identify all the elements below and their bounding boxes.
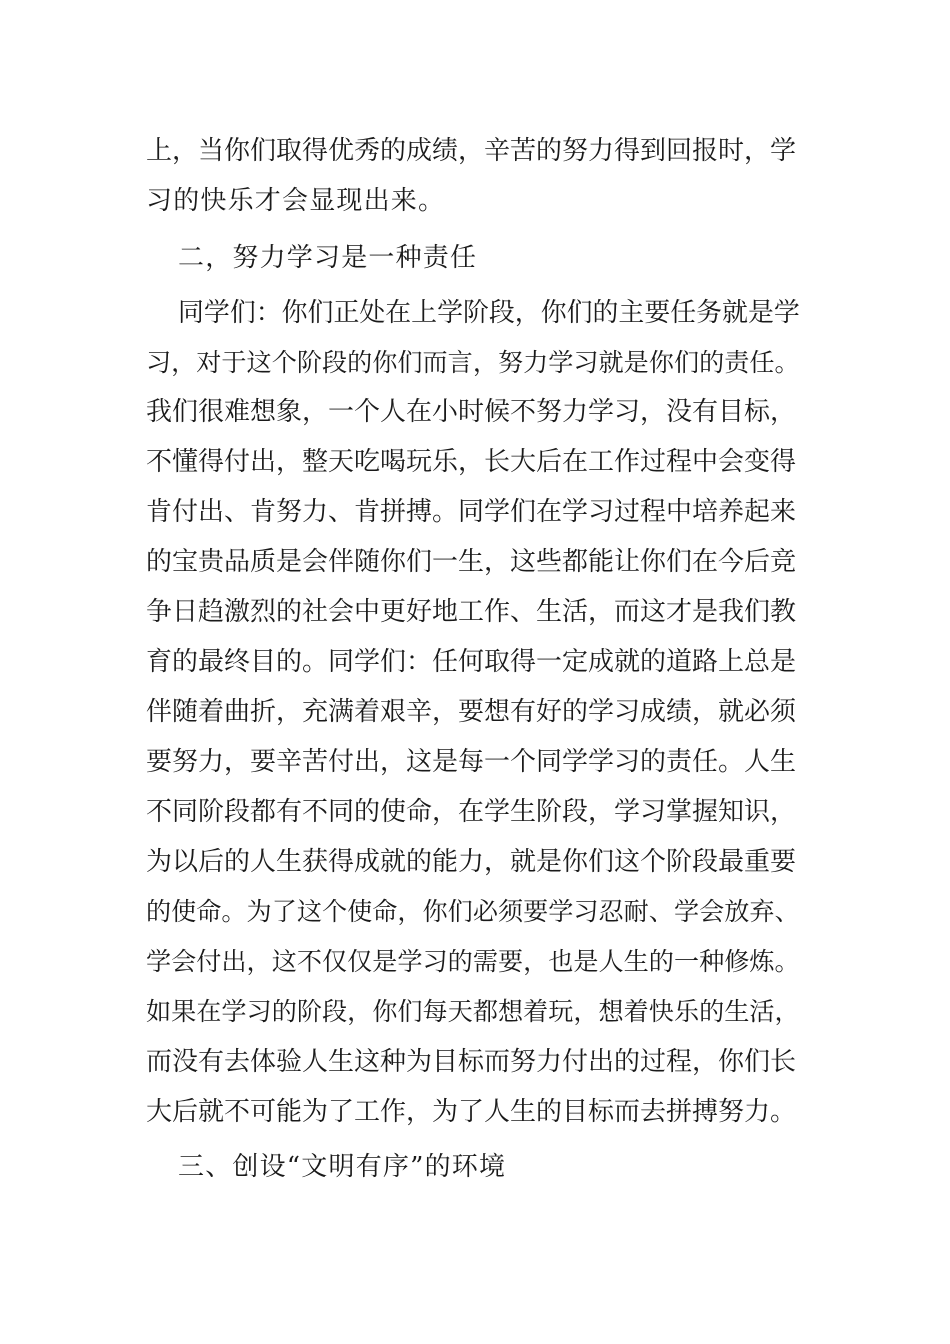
section-heading: 二，努力学习是一种责任 [178, 243, 478, 273]
text-line: 为以后的人生获得成就的能力，就是你们这个阶段最重要 [146, 847, 797, 877]
text-line: 争日趋激烈的社会中更好地工作、生活，而这才是我们教 [146, 597, 797, 627]
text-line: 习，对于这个阶段的你们而言，努力学习就是你们的责任。 [146, 348, 800, 377]
text-line: 学会付出，这不仅仅是学习的需要，也是人生的一种修炼。 [146, 947, 800, 976]
text-line: 大后就不可能为了工作，为了人生的目标而去拼搏努力。 [146, 1097, 797, 1127]
text-line: 育的最终目的。同学们：任何取得一定成就的道路上总是 [146, 647, 797, 677]
text-line: 不同阶段都有不同的使命，在学生阶段，学习掌握知识， [146, 797, 797, 827]
text-line: 肯付出、肯努力、肯拼搏。同学们在学习过程中培养起来 [146, 497, 797, 527]
section-heading: 三、创设“文明有序”的环境 [178, 1152, 507, 1182]
text-line: 上，当你们取得优秀的成绩，辛苦的努力得到回报时，学 [146, 136, 797, 166]
text-line: 的使命。为了这个使命，你们必须要学习忍耐、学会放弃、 [146, 897, 800, 926]
text-line: 习的快乐才会显现出来。 [146, 186, 446, 216]
text-line: 而没有去体验人生这种为目标而努力付出的过程，你们长 [146, 1047, 797, 1077]
text-line: 不懂得付出，整天吃喝玩乐，长大后在工作过程中会变得 [146, 447, 797, 477]
text-line: 伴随着曲折，充满着艰辛，要想有好的学习成绩，就必须 [146, 697, 797, 727]
text-line: 同学们：你们正处在上学阶段，你们的主要任务就是学 [178, 298, 800, 328]
text-line: 我们很难想象，一个人在小时候不努力学习，没有目标， [146, 397, 797, 427]
text-line: 要努力，要辛苦付出，这是每一个同学学习的责任。人生 [146, 747, 797, 777]
text-line: 的宝贵品质是会伴随你们一生，这些都能让你们在今后竞 [146, 547, 797, 577]
text-line: 如果在学习的阶段，你们每天都想着玩，想着快乐的生活， [146, 997, 800, 1026]
